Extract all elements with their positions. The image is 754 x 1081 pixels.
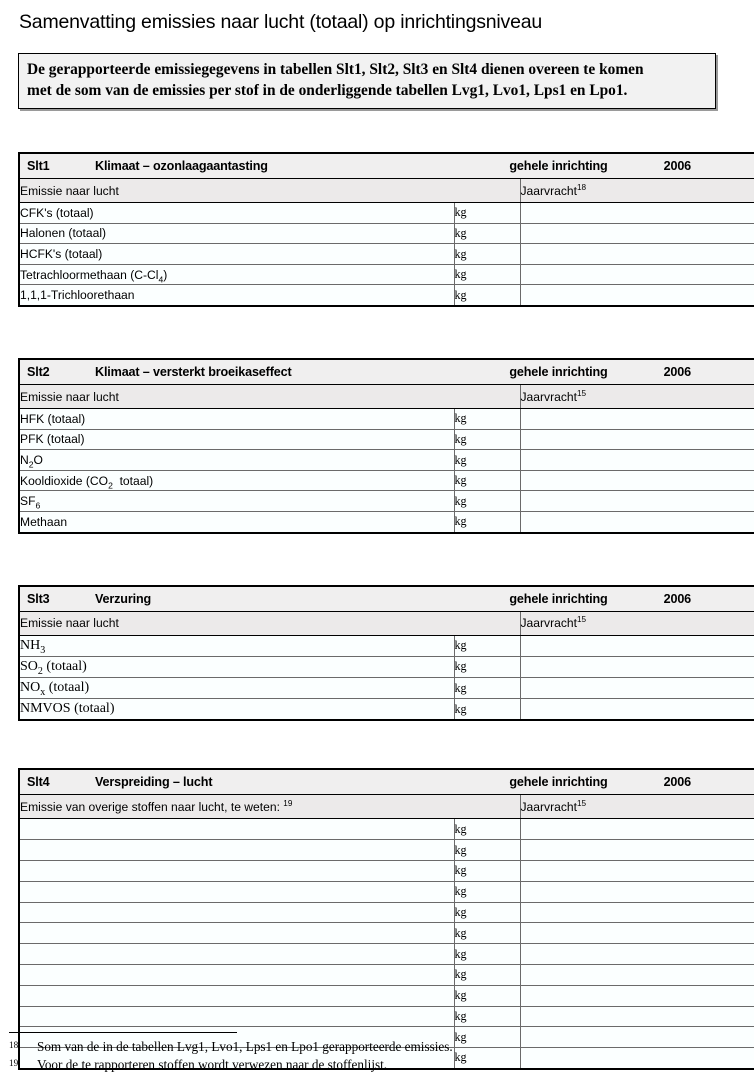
- footnote-marker: 15: [576, 388, 587, 398]
- row-unit-cell: kg: [454, 964, 520, 985]
- table-row: [19, 677, 754, 698]
- row-value-input-cell[interactable]: [520, 699, 754, 721]
- footnotes: [9, 1032, 709, 1075]
- row-value-input-cell[interactable]: [520, 656, 754, 677]
- subheader-label: Emissie naar lucht: [19, 385, 520, 409]
- table-subheader-row: [19, 611, 754, 635]
- table-code: Slt3: [27, 591, 50, 606]
- row-unit-cell: kg: [454, 244, 520, 265]
- row-value-input-cell[interactable]: [520, 450, 754, 471]
- row-substance-label: [19, 902, 454, 923]
- row-substance-label: Methaan: [19, 511, 454, 532]
- subheader-value-label: Jaarvracht$^{15}$: [520, 385, 754, 409]
- table-name: Klimaat – ozonlaagaantasting: [95, 159, 268, 174]
- table-row: [19, 819, 754, 840]
- row-unit-cell: kg: [454, 881, 520, 902]
- row-value-input-cell[interactable]: [520, 511, 754, 532]
- row-unit-cell: kg: [454, 450, 520, 471]
- row-substance-label: [19, 860, 454, 881]
- row-unit-cell: kg: [454, 1006, 520, 1027]
- footnote-number: 19: [9, 1058, 19, 1069]
- row-value-input-cell[interactable]: [520, 223, 754, 244]
- row-substance-label: HFK (totaal): [19, 409, 454, 430]
- row-value-input-cell[interactable]: [520, 285, 754, 306]
- row-substance-label: Halonen (totaal): [19, 223, 454, 244]
- table-row: [19, 656, 754, 677]
- row-unit-cell: kg: [454, 1027, 520, 1048]
- table-row: [19, 470, 754, 491]
- table-row: [19, 840, 754, 861]
- table-subheader-row: [19, 795, 754, 819]
- row-substance-label: [19, 881, 454, 902]
- note-box: [18, 53, 716, 109]
- table-row: [19, 860, 754, 881]
- row-value-input-cell[interactable]: [520, 944, 754, 965]
- row-unit-cell: kg: [454, 264, 520, 285]
- table-row: [19, 511, 754, 532]
- subheader-value-label: Jaarvracht$^{15}$: [520, 611, 754, 635]
- table-name: Klimaat – versterkt broeikaseffect: [95, 365, 292, 380]
- row-substance-label: PFK (totaal): [19, 429, 454, 450]
- table-row: [19, 244, 754, 265]
- row-value-input-cell[interactable]: [520, 429, 754, 450]
- footnote-separator-rule: [9, 1032, 237, 1033]
- table-row: [19, 964, 754, 985]
- row-unit-cell: kg: [454, 429, 520, 450]
- row-unit-cell: kg: [454, 656, 520, 677]
- table-year: 2006: [663, 775, 691, 790]
- table-title-row: [19, 769, 754, 795]
- subheader-label: Emissie naar lucht: [19, 611, 520, 635]
- row-substance-label: CFK's (totaal): [19, 203, 454, 224]
- row-unit-cell: kg: [454, 1048, 520, 1069]
- table-row: [19, 923, 754, 944]
- row-value-input-cell[interactable]: [520, 985, 754, 1006]
- row-substance-label: [19, 1006, 454, 1027]
- tables-container: [9, 152, 745, 1070]
- table-year: 2006: [663, 365, 691, 380]
- row-substance-label: $NH_3$: [19, 635, 454, 656]
- table-row: [19, 1006, 754, 1027]
- table-row: [19, 881, 754, 902]
- footnote-number: 18: [9, 1039, 19, 1050]
- table-code: Slt4: [27, 775, 50, 790]
- row-value-input-cell[interactable]: [520, 635, 754, 656]
- row-substance-label: 1,1,1-Trichloorethaan: [19, 285, 454, 306]
- row-substance-label: $SF_6$: [19, 491, 454, 512]
- row-substance-label: [19, 944, 454, 965]
- row-unit-cell: kg: [454, 860, 520, 881]
- row-unit-cell: kg: [454, 840, 520, 861]
- row-value-input-cell[interactable]: [520, 409, 754, 430]
- row-value-input-cell[interactable]: [520, 923, 754, 944]
- table-subheader-row: [19, 179, 754, 203]
- row-value-input-cell[interactable]: [520, 860, 754, 881]
- note-line-1: De gerapporteerde emissiegegevens in tabellen Slt1, Slt2, Slt3 en Slt4 dienen overeen te komen: [27, 61, 644, 79]
- table-row: [19, 223, 754, 244]
- subheader-value-label: Jaarvracht$^{15}$: [520, 795, 754, 819]
- row-substance-label: [19, 964, 454, 985]
- footnote-list: [9, 1038, 709, 1075]
- footnote-marker: 18: [576, 182, 587, 192]
- row-unit-cell: kg: [454, 944, 520, 965]
- table-slt1: [18, 152, 754, 307]
- row-value-input-cell[interactable]: [520, 1006, 754, 1027]
- subheader-value-label: Jaarvracht$^{18}$: [520, 179, 754, 203]
- table-year: 2006: [663, 591, 692, 606]
- row-substance-label: [19, 840, 454, 861]
- table-code: Slt1: [27, 159, 50, 174]
- row-substance-label: Kooldioxide ($CO_2$ totaal): [19, 470, 454, 491]
- row-unit-cell: kg: [454, 409, 520, 430]
- table-row: [19, 285, 754, 306]
- table-slt4: [18, 768, 754, 1070]
- spacer-after-note: [9, 109, 745, 152]
- footnote-text: Voor de te rapporteren stoffen wordt verwezen naar de stoffenlijst.: [37, 1057, 388, 1073]
- note-line-2: met de som van de emissies per stof in de onderliggende tabellen Lvg1, Lvo1, Lps1 en Lpo1.: [27, 81, 628, 99]
- row-substance-label: NMVOS (totaal): [19, 699, 454, 721]
- footnote-marker: 15: [576, 798, 587, 808]
- row-value-input-cell[interactable]: [520, 840, 754, 861]
- row-value-input-cell[interactable]: [520, 244, 754, 265]
- footnote-item: [9, 1038, 709, 1057]
- table-row: [19, 264, 754, 285]
- row-value-input-cell[interactable]: [520, 203, 754, 224]
- row-unit-cell: kg: [454, 902, 520, 923]
- table-slt3: [18, 585, 754, 722]
- table-scope: gehele inrichting: [509, 591, 608, 606]
- row-unit-cell: kg: [454, 635, 520, 656]
- row-unit-cell: kg: [454, 677, 520, 698]
- table-subheader-row: [19, 385, 754, 409]
- table-year: 2006: [663, 159, 692, 174]
- table-row: [19, 429, 754, 450]
- row-unit-cell: kg: [454, 491, 520, 512]
- row-unit-cell: kg: [454, 511, 520, 532]
- footnote-text: Som van de in de tabellen Lvg1, Lvo1, Lps1 en Lpo1 gerapporteerde emissies.: [37, 1038, 453, 1054]
- row-unit-cell: kg: [454, 699, 520, 721]
- row-value-input-cell[interactable]: [520, 819, 754, 840]
- row-unit-cell: kg: [454, 203, 520, 224]
- table-spacer: [9, 721, 745, 768]
- row-value-input-cell[interactable]: [520, 964, 754, 985]
- table-row: [19, 203, 754, 224]
- table-row: [19, 902, 754, 923]
- row-unit-cell: kg: [454, 470, 520, 491]
- table-code: Slt2: [27, 365, 50, 380]
- row-substance-label: $N_2O$: [19, 450, 454, 471]
- table-row: [19, 409, 754, 430]
- table-row: [19, 450, 754, 471]
- table-slt2: [18, 358, 754, 534]
- table-title-row: [19, 359, 754, 385]
- table-name: Verzuring: [95, 591, 152, 606]
- table-scope: gehele inrichting: [509, 365, 608, 380]
- row-unit-cell: kg: [454, 223, 520, 244]
- row-value-input-cell[interactable]: [520, 677, 754, 698]
- row-unit-cell: kg: [454, 819, 520, 840]
- row-unit-cell: kg: [454, 923, 520, 944]
- table-scope: gehele inrichting: [509, 775, 608, 790]
- row-value-input-cell[interactable]: [520, 491, 754, 512]
- table-scope: gehele inrichting: [509, 159, 608, 174]
- table-name: Verspreiding – lucht: [95, 775, 213, 790]
- footnote-item: [9, 1056, 709, 1075]
- table-spacer: [9, 534, 745, 585]
- table-row: [19, 985, 754, 1006]
- row-value-input-cell[interactable]: [520, 902, 754, 923]
- page-title: Samenvatting emissies naar lucht (totaal) op inrichtingsniveau: [19, 11, 543, 33]
- subheader-label: Emissie van overige stoffen naar lucht, te weten: $^{19}$: [19, 795, 520, 819]
- row-substance-label: [19, 985, 454, 1006]
- row-substance-label: [19, 923, 454, 944]
- row-unit-cell: kg: [454, 285, 520, 306]
- row-substance-label: $NO_x$ (totaal): [19, 677, 454, 698]
- table-title-row: [19, 586, 754, 612]
- row-unit-cell: kg: [454, 985, 520, 1006]
- row-substance-label: $SO_2$ (totaal): [19, 656, 454, 677]
- table-spacer: [9, 307, 745, 358]
- row-substance-label: HCFK's (totaal): [19, 244, 454, 265]
- footnote-marker: 19: [283, 798, 293, 808]
- table-row: [19, 699, 754, 721]
- row-value-input-cell[interactable]: [520, 470, 754, 491]
- subheader-label: Emissie naar lucht: [19, 179, 520, 203]
- table-title-row: [19, 153, 754, 179]
- table-row: [19, 635, 754, 656]
- table-row: [19, 491, 754, 512]
- row-value-input-cell[interactable]: [520, 264, 754, 285]
- row-substance-label: Tetrachloormethaan $(C-Cl_4)$: [19, 264, 454, 285]
- row-value-input-cell[interactable]: [520, 881, 754, 902]
- row-substance-label: [19, 819, 454, 840]
- table-row: [19, 944, 754, 965]
- footnote-marker: 15: [576, 615, 587, 625]
